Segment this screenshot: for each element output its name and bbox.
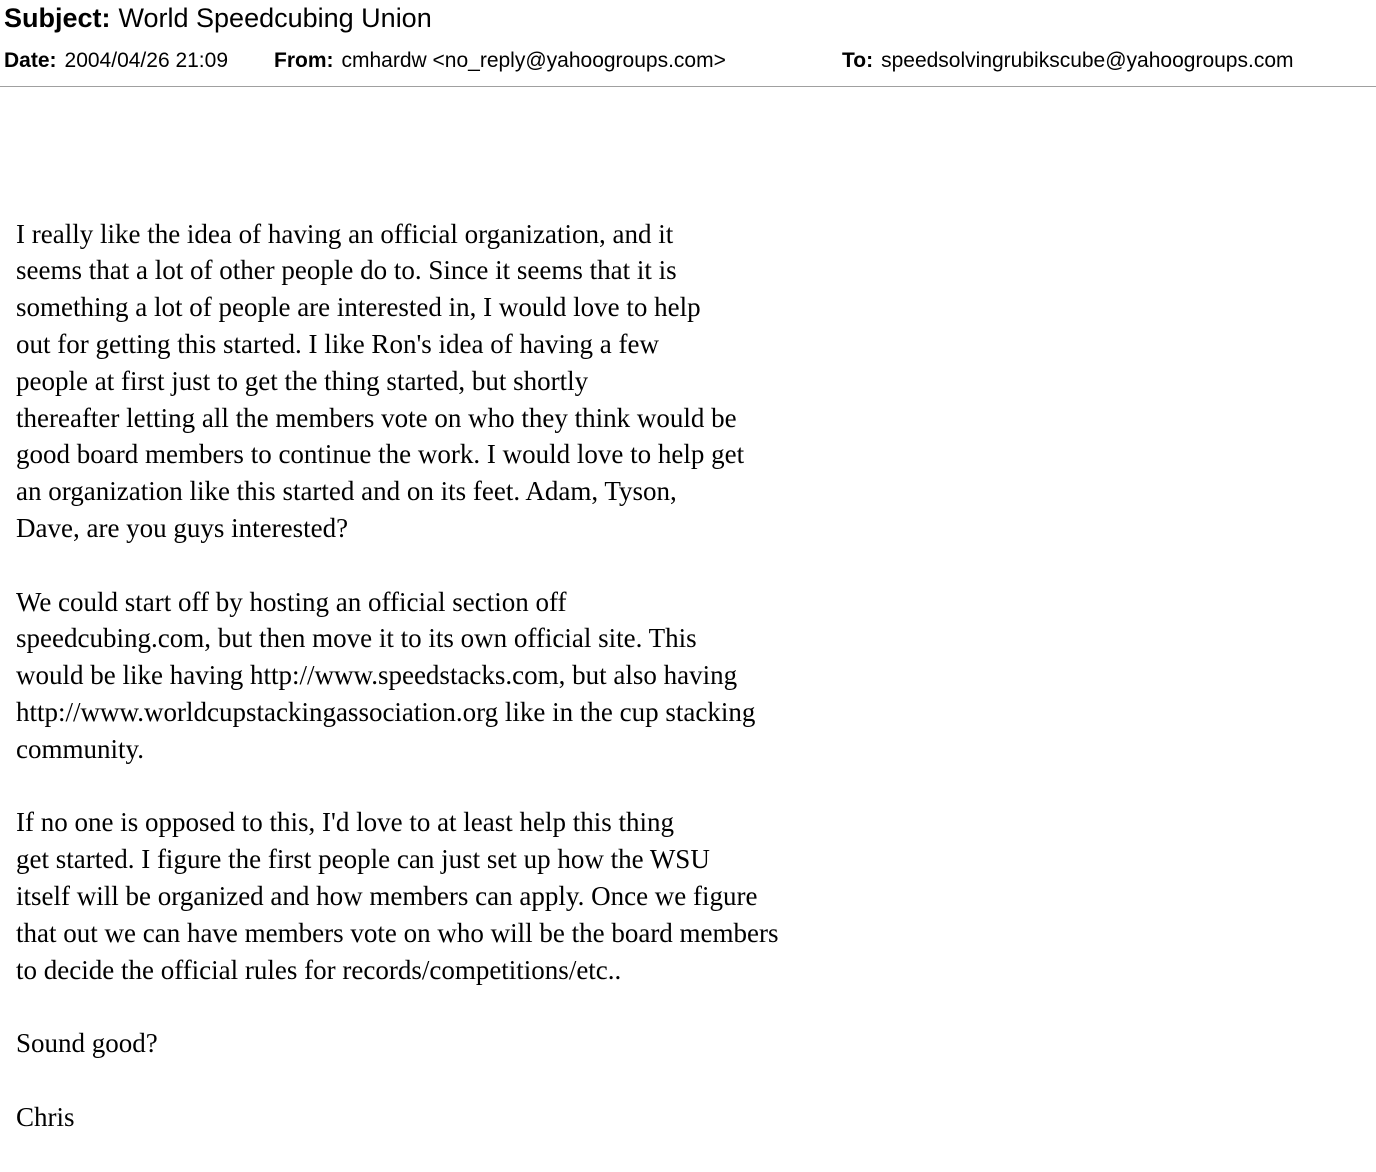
message-body (16, 142, 1356, 1172)
message-header (0, 0, 1376, 88)
paragraph-gap (16, 988, 1356, 1025)
subject-label: Subject: (4, 3, 111, 33)
to-label: To: (842, 49, 874, 72)
date-field (4, 46, 228, 76)
body-paragraph-2: We could start off by hosting an official section off speedcubing.com, but then move it to its own official site. This would be like having http://www.speedstacks.com, but also having http://www.worldcupstackingassociation.org like in the cup stacking community. (16, 586, 756, 764)
body-paragraph-4: Sound good? (16, 1028, 158, 1059)
body-paragraph-3: If no one is opposed to this, I'd love to at least help this thing get started. I figure the first people can just set up how the WSU itself will be organized and how members can apply. Once we figure that out we can have members vote on who will be the board members to decide the official rules for records/competitions/etc.. (16, 807, 779, 985)
date-label: Date: (4, 49, 57, 72)
paragraph-gap (16, 768, 1356, 805)
header-divider (0, 86, 1376, 87)
date-value: 2004/04/26 21:09 (64, 49, 229, 72)
signature: Chris (16, 1101, 75, 1132)
from-field (274, 46, 726, 76)
to-field (842, 46, 1294, 76)
from-label: From: (274, 49, 334, 72)
from-value: cmhardw <no_reply@yahoogroups.com> (341, 49, 726, 72)
paragraph-gap (16, 1062, 1356, 1099)
to-value: speedsolvingrubikscube@yahoogroups.com (881, 49, 1294, 72)
paragraph-gap (16, 547, 1356, 584)
subject-value: World Speedcubing Union (118, 3, 432, 33)
subject-row (4, 0, 432, 38)
body-paragraph-1: I really like the idea of having an official organization, and it seems that a lot of other people do to. Since it seems that it is something a lot of people are interested in, I would love to help out for getting this started. I like Ron's idea of having a few people at first just to get the thing started, but shortly thereafter letting all the members vote on who they think would be good board members to continue the work. I would love to help get an organization like this started and on its feet. Adam, Tyson, Dave, are you guys interested? (16, 218, 745, 543)
